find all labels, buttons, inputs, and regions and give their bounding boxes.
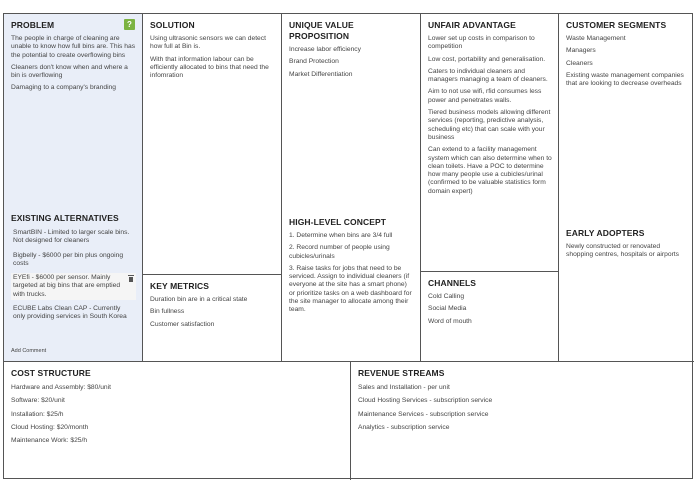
revenue-streams-content (358, 368, 688, 432)
unfair-advantage-item[interactable]: Aim to not use wifi, rfid consumes less power and penetrates walls. (428, 88, 542, 104)
unfair-advantage-item[interactable]: Caters to individual cleaners and managers managing a team of cleaners. (428, 67, 548, 84)
cost-item[interactable]: Installation: $25/h (11, 410, 64, 418)
high-level-concept-title: HIGH-LEVEL CONCEPT (289, 217, 387, 227)
key-metrics-content (150, 281, 275, 329)
unfair-advantage-title: UNFAIR ADVANTAGE (428, 20, 516, 30)
trash-icon[interactable] (128, 275, 134, 282)
problem-item[interactable]: Cleaners don't know when and where a bin is overflowing (11, 63, 128, 80)
uvp-content (289, 20, 414, 79)
existing-alternatives (11, 213, 136, 323)
problem-content (11, 20, 136, 93)
channels-section[interactable] (421, 272, 559, 362)
lean-canvas-board (3, 13, 693, 479)
alternative-item-hovered[interactable] (11, 273, 136, 300)
high-level-concept-item[interactable]: 2. Record number of people using cubicles/urinals (289, 244, 390, 260)
early-adopters-title: EARLY ADOPTERS (566, 228, 645, 238)
key-metrics-title: KEY METRICS (150, 281, 210, 291)
high-level-concept-item[interactable]: 1. Determine when bins are 3/4 full (289, 232, 393, 239)
early-adopters (566, 228, 688, 260)
alternative-item[interactable]: ECUBE Labs Clean CAP - Currently only providing services in South Korea (13, 305, 127, 321)
revenue-item[interactable]: Sales and Installation - per unit (358, 384, 450, 391)
solution-title: SOLUTION (150, 20, 195, 30)
cost-item[interactable]: Hardware and Assembly: $80/unit (11, 384, 111, 391)
uvp-item[interactable]: Market Differentiation (289, 70, 353, 78)
revenue-streams-title: REVENUE STREAMS (358, 368, 445, 378)
cost-item[interactable]: Software: $20/unit (11, 397, 65, 405)
alternative-item[interactable]: SmartBIN - Limited to larger scale bins. Not designed for cleaners (13, 229, 130, 245)
customer-segment-item[interactable]: Managers (566, 47, 596, 55)
unfair-advantage-item[interactable]: Low cost, portability and generalisation. (428, 55, 546, 63)
revenue-item[interactable]: Analytics - subscription service (358, 423, 450, 431)
problem-title: PROBLEM (11, 20, 55, 30)
help-icon[interactable]: ? (124, 19, 135, 30)
solution-section[interactable] (143, 14, 282, 275)
cost-item[interactable]: Maintenance Work: $25/h (11, 437, 88, 445)
revenue-item[interactable]: Maintenance Services - subscription service (358, 410, 489, 418)
unfair-advantage-item[interactable]: Lower set up costs in comparison to competition (428, 35, 535, 51)
cost-structure-content (11, 368, 344, 445)
cost-item[interactable]: Cloud Hosting: $20/month (11, 423, 89, 431)
revenue-streams-section[interactable] (351, 362, 694, 480)
unique-value-proposition-section[interactable] (282, 14, 421, 362)
cost-structure-section[interactable] (4, 362, 351, 480)
add-comment-link[interactable]: Add Comment (11, 348, 47, 354)
cost-structure-title: COST STRUCTURE (11, 368, 91, 378)
existing-alternatives-title: EXISTING ALTERNATIVES (11, 213, 119, 223)
customer-segments-title: CUSTOMER SEGMENTS (566, 20, 667, 30)
revenue-item[interactable]: Cloud Hosting Services - subscription service (358, 397, 493, 405)
solution-item[interactable]: Using ultrasonic sensors we can detect how full at Bin is. (150, 35, 266, 51)
key-metric-item[interactable]: Duration bin are in a critical state (150, 296, 248, 303)
unfair-advantage-content (428, 20, 552, 196)
customer-segments-section[interactable] (559, 14, 694, 362)
channel-item[interactable]: Social Media (428, 305, 467, 313)
problem-item[interactable]: The people in charge of cleaning are unable to know how full bins are. This has the potential to create overflowing bins (11, 35, 136, 59)
solution-content (150, 20, 275, 80)
high-level-concept (289, 217, 414, 315)
key-metric-item[interactable]: Bin fullness (150, 308, 185, 316)
channels-content (428, 278, 552, 326)
alternative-item-text: EYEfi - $6000 per sensor. Mainly targeted at big bins that are emptied with trucks. (13, 274, 121, 298)
channels-title: CHANNELS (428, 278, 477, 288)
uvp-item[interactable]: Brand Protection (289, 58, 339, 66)
key-metric-item[interactable]: Customer satisfaction (150, 320, 215, 328)
unfair-advantage-item[interactable]: Tiered business models allowing different services (reporting, predictive analysis, scheduling etc) that can scale with your business (428, 109, 551, 141)
key-metrics-section[interactable] (143, 275, 282, 362)
channel-item[interactable]: Word of mouth (428, 317, 472, 325)
customer-segment-item[interactable]: Cleaners (566, 59, 593, 67)
problem-section[interactable] (4, 14, 143, 362)
uvp-item[interactable]: Increase labor efficiency (289, 46, 361, 53)
high-level-concept-item[interactable]: 3. Raise tasks for jobs that need to be serviced. Assign to individual cleaners (if everyone at the site has a smart phone) or prioritize tasks on a web dashboard for the site manager to allocate among their team. (289, 264, 412, 314)
uvp-title: UNIQUE VALUE PROPOSITION (289, 20, 354, 41)
unfair-advantage-section[interactable] (421, 14, 559, 272)
customer-segment-item[interactable]: Waste Management (566, 35, 626, 42)
channel-item[interactable]: Cold Calling (428, 293, 465, 300)
alternative-item[interactable]: Bigbelly - $6000 per bin plus ongoing costs (13, 251, 124, 267)
customer-segment-item[interactable]: Existing waste management companies that are looking to decrease overheads (566, 71, 684, 88)
early-adopter-item[interactable]: Newly constructed or renovated shopping centres, hospitals or airports (566, 243, 680, 259)
customer-segments-content (566, 20, 688, 88)
problem-item[interactable]: Damaging to a company's branding (11, 84, 116, 92)
unfair-advantage-item[interactable]: Can extend to a facility management system which can also determine when to clean toilets. Have a POC to determine how many people use a cubicles/urinal (confirmed to be valuable statistics form domain expert) (428, 146, 552, 195)
solution-item[interactable]: With that information labour can be efficiently allocated to bins that need the infomration (150, 55, 269, 80)
